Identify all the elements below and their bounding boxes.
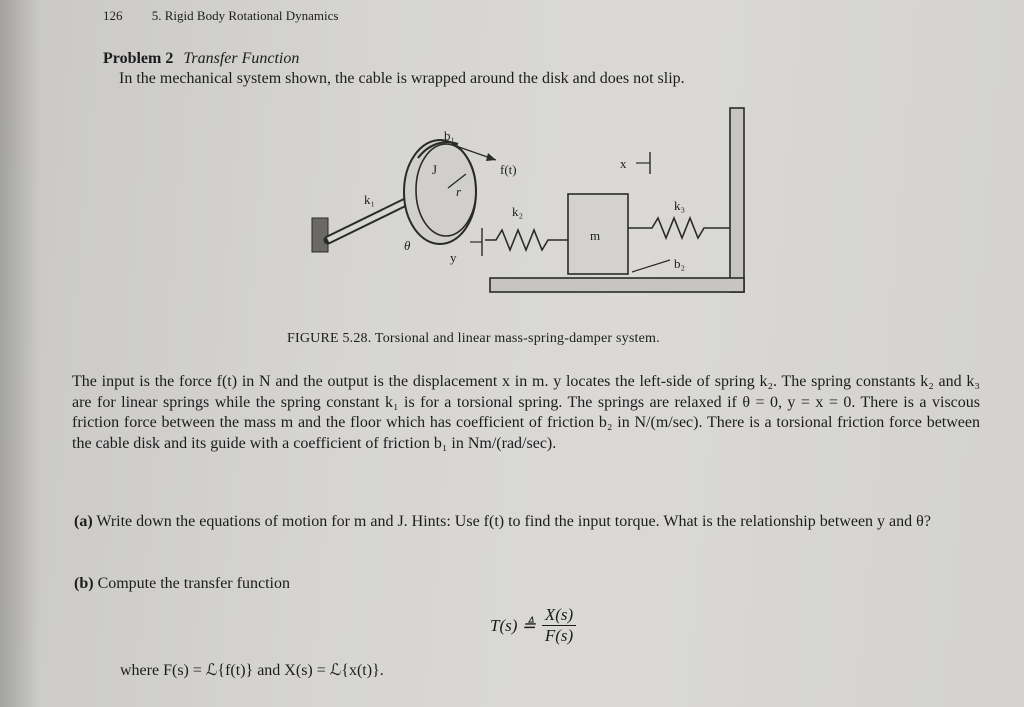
problem-name: Transfer Function [183, 50, 300, 67]
part-a-label: (a) [74, 513, 93, 530]
label-theta: θ [404, 238, 411, 253]
label-x: x [620, 156, 627, 171]
force-arrow [486, 153, 496, 161]
part-b-text: Compute the transfer function [97, 575, 290, 592]
label-b2: b₂ [674, 256, 686, 271]
left-wall-block [312, 218, 328, 252]
page-number: 126 [103, 8, 123, 23]
mechanical-system-figure [300, 100, 760, 300]
label-y: y [450, 250, 457, 265]
problem-title [103, 50, 299, 68]
spring-k3 [628, 218, 732, 238]
label-k1: k₁ [364, 192, 376, 207]
figure-caption [287, 331, 660, 347]
part-b-label: (b) [74, 575, 94, 592]
tf-fraction [542, 605, 576, 646]
b2-pointer [632, 260, 670, 272]
part-b [74, 575, 290, 593]
laplace-definition: where F(s) = ℒ{f(t)} and X(s) = ℒ{x(t)}. [120, 662, 384, 679]
caption-number: FIGURE 5.28. [287, 331, 372, 346]
part-a [74, 511, 980, 532]
spring-k2 [485, 230, 568, 250]
tf-lhs: T(s) ≜ [490, 615, 536, 635]
label-k3: k₃ [674, 198, 686, 213]
label-r: r [456, 184, 462, 199]
caption-text: Torsional and linear mass-spring-damper system. [374, 331, 660, 346]
running-head [103, 8, 338, 24]
label-b1: b₁ [444, 128, 456, 143]
tf-denominator: F(s) [544, 626, 574, 645]
label-m: m [590, 228, 601, 243]
page-gutter-shadow [0, 0, 40, 707]
part-a-text: Write down the equations of motion for m and J. Hints: Use f(t) to find the input torque. What is the relationship between y and θ? [96, 513, 931, 530]
problem-statement: The input is the force f(t) in N and the output is the displacement x in m. y locates the left-side of spring k₂. The spring constants k₂ and k₃ are for linear springs while the spring constant k₁ is for a torsional spring. The springs are relaxed if θ = 0, y = x = 0. There is a viscous friction force between the mass m and the floor which has coefficient of friction b₂ in N/(m/sec). There is a torsional friction force between the cable disk and its guide with a coefficient of friction b₁ in Nm/(rad/sec). [72, 373, 980, 452]
floor [490, 278, 744, 292]
problem-label: Problem 2 [103, 50, 174, 67]
label-f: f(t) [500, 162, 517, 177]
transfer-function-equation [490, 605, 576, 646]
chapter-title: 5. Rigid Body Rotational Dynamics [151, 8, 339, 23]
label-j: J [432, 162, 438, 177]
right-wall [730, 108, 744, 292]
tf-numerator: X(s) [542, 605, 576, 626]
problem-intro: In the mechanical system shown, the cable is wrapped around the disk and does not slip. [119, 70, 685, 87]
label-k2: k₂ [512, 204, 524, 219]
